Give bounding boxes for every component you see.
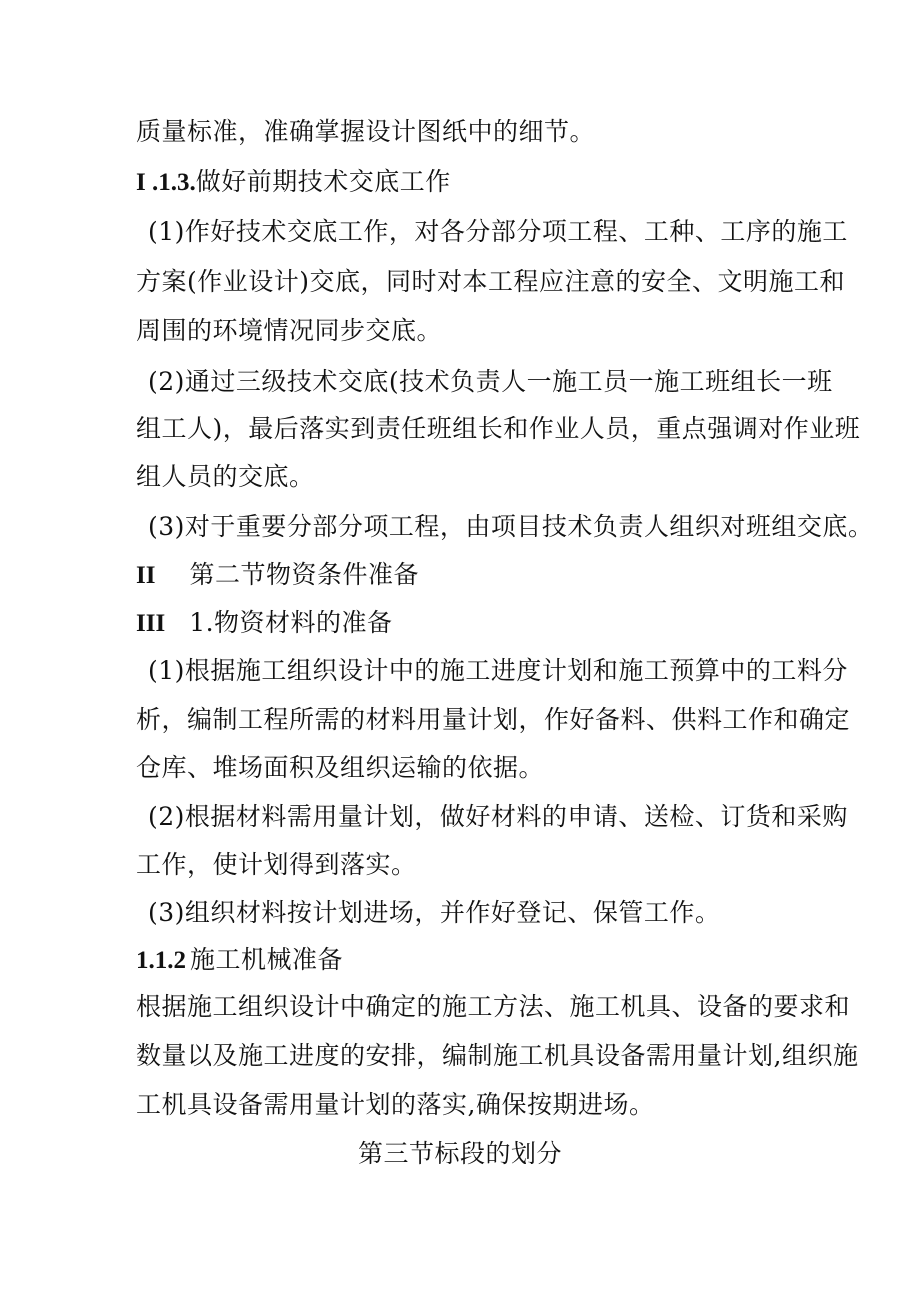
line-text: 仓库、堆场面积及组织运输的依据。	[136, 753, 545, 782]
section-heading-1-1-3	[136, 166, 451, 199]
line-text: 方案(作业设计)交底，同时对本工程应注意的安全、文明施工和	[136, 267, 846, 296]
line-text: (1)根据施工组织设计中的施工进度计划和施工预算中的工料分	[148, 656, 848, 685]
paragraph-line	[136, 315, 442, 347]
line-text: 组工人)，最后落实到责任班组长和作业人员，重点强调对作业班	[136, 414, 861, 443]
paragraph-line	[148, 897, 720, 929]
section-title-centered	[0, 1138, 920, 1170]
section-heading-ii	[136, 559, 419, 592]
paragraph-line	[148, 511, 873, 543]
heading-number: I .1.3.	[136, 169, 196, 196]
line-text: 周围的环境情况同步交底。	[136, 316, 443, 345]
paragraph-line	[136, 849, 417, 881]
line-text: 工作，使计划得到落实。	[136, 850, 417, 879]
heading-text: 做好前期技术交底工作	[195, 167, 451, 196]
paragraph-line	[136, 266, 845, 298]
paragraph-line	[136, 704, 850, 736]
paragraph-line	[148, 801, 848, 833]
heading-text: 施工机械准备	[190, 945, 344, 974]
paragraph-line	[136, 1089, 654, 1121]
line-text: 根据施工组织设计中确定的施工方法、施工机具、设备的要求和	[136, 992, 851, 1021]
line-text: 数量以及施工进度的安排，编制施工机具设备需用量计划,组织施	[136, 1041, 859, 1070]
paragraph-line	[136, 461, 315, 493]
line-text: (3)组织材料按计划进场，并作好登记、保管工作。	[148, 898, 721, 927]
paragraph-line	[136, 752, 544, 784]
line-text: 析，编制工程所需的材料用量计划，作好备料、供料工作和确定	[136, 705, 851, 734]
section-title-text: 第三节标段的划分	[357, 1139, 562, 1168]
paragraph-line	[136, 991, 850, 1023]
paragraph-line	[136, 116, 595, 148]
paragraph-line	[148, 655, 848, 687]
heading-text: 第二节物资条件准备	[189, 560, 419, 589]
section-heading-iii	[136, 607, 393, 640]
line-text: (1)作好技术交底工作，对各分部分项工程、工种、工序的施工	[148, 217, 848, 246]
heading-number: 1.1.2	[136, 947, 186, 974]
section-heading-1-1-2	[136, 944, 343, 977]
paragraph-line	[148, 366, 833, 398]
heading-number: III	[136, 610, 166, 637]
paragraph-line	[136, 1040, 858, 1072]
heading-text: 1.物资材料的准备	[189, 608, 393, 637]
line-text: (3)对于重要分部分项工程，由项目技术负责人组织对班组交底。	[148, 512, 874, 541]
paragraph-line	[148, 216, 848, 248]
heading-number: II	[136, 562, 156, 589]
line-text: (2)根据材料需用量计划，做好材料的申请、送检、订货和采购	[148, 802, 848, 831]
paragraph-line	[136, 413, 860, 445]
line-text: 质量标准，准确掌握设计图纸中的细节。	[136, 117, 596, 146]
line-text: 工机具设备需用量计划的落实,确保按期进场。	[136, 1090, 655, 1119]
line-text: 组人员的交底。	[136, 462, 315, 491]
line-text: (2)通过三级技术交底(技术负责人一施工员一施工班组长一班	[148, 367, 833, 396]
